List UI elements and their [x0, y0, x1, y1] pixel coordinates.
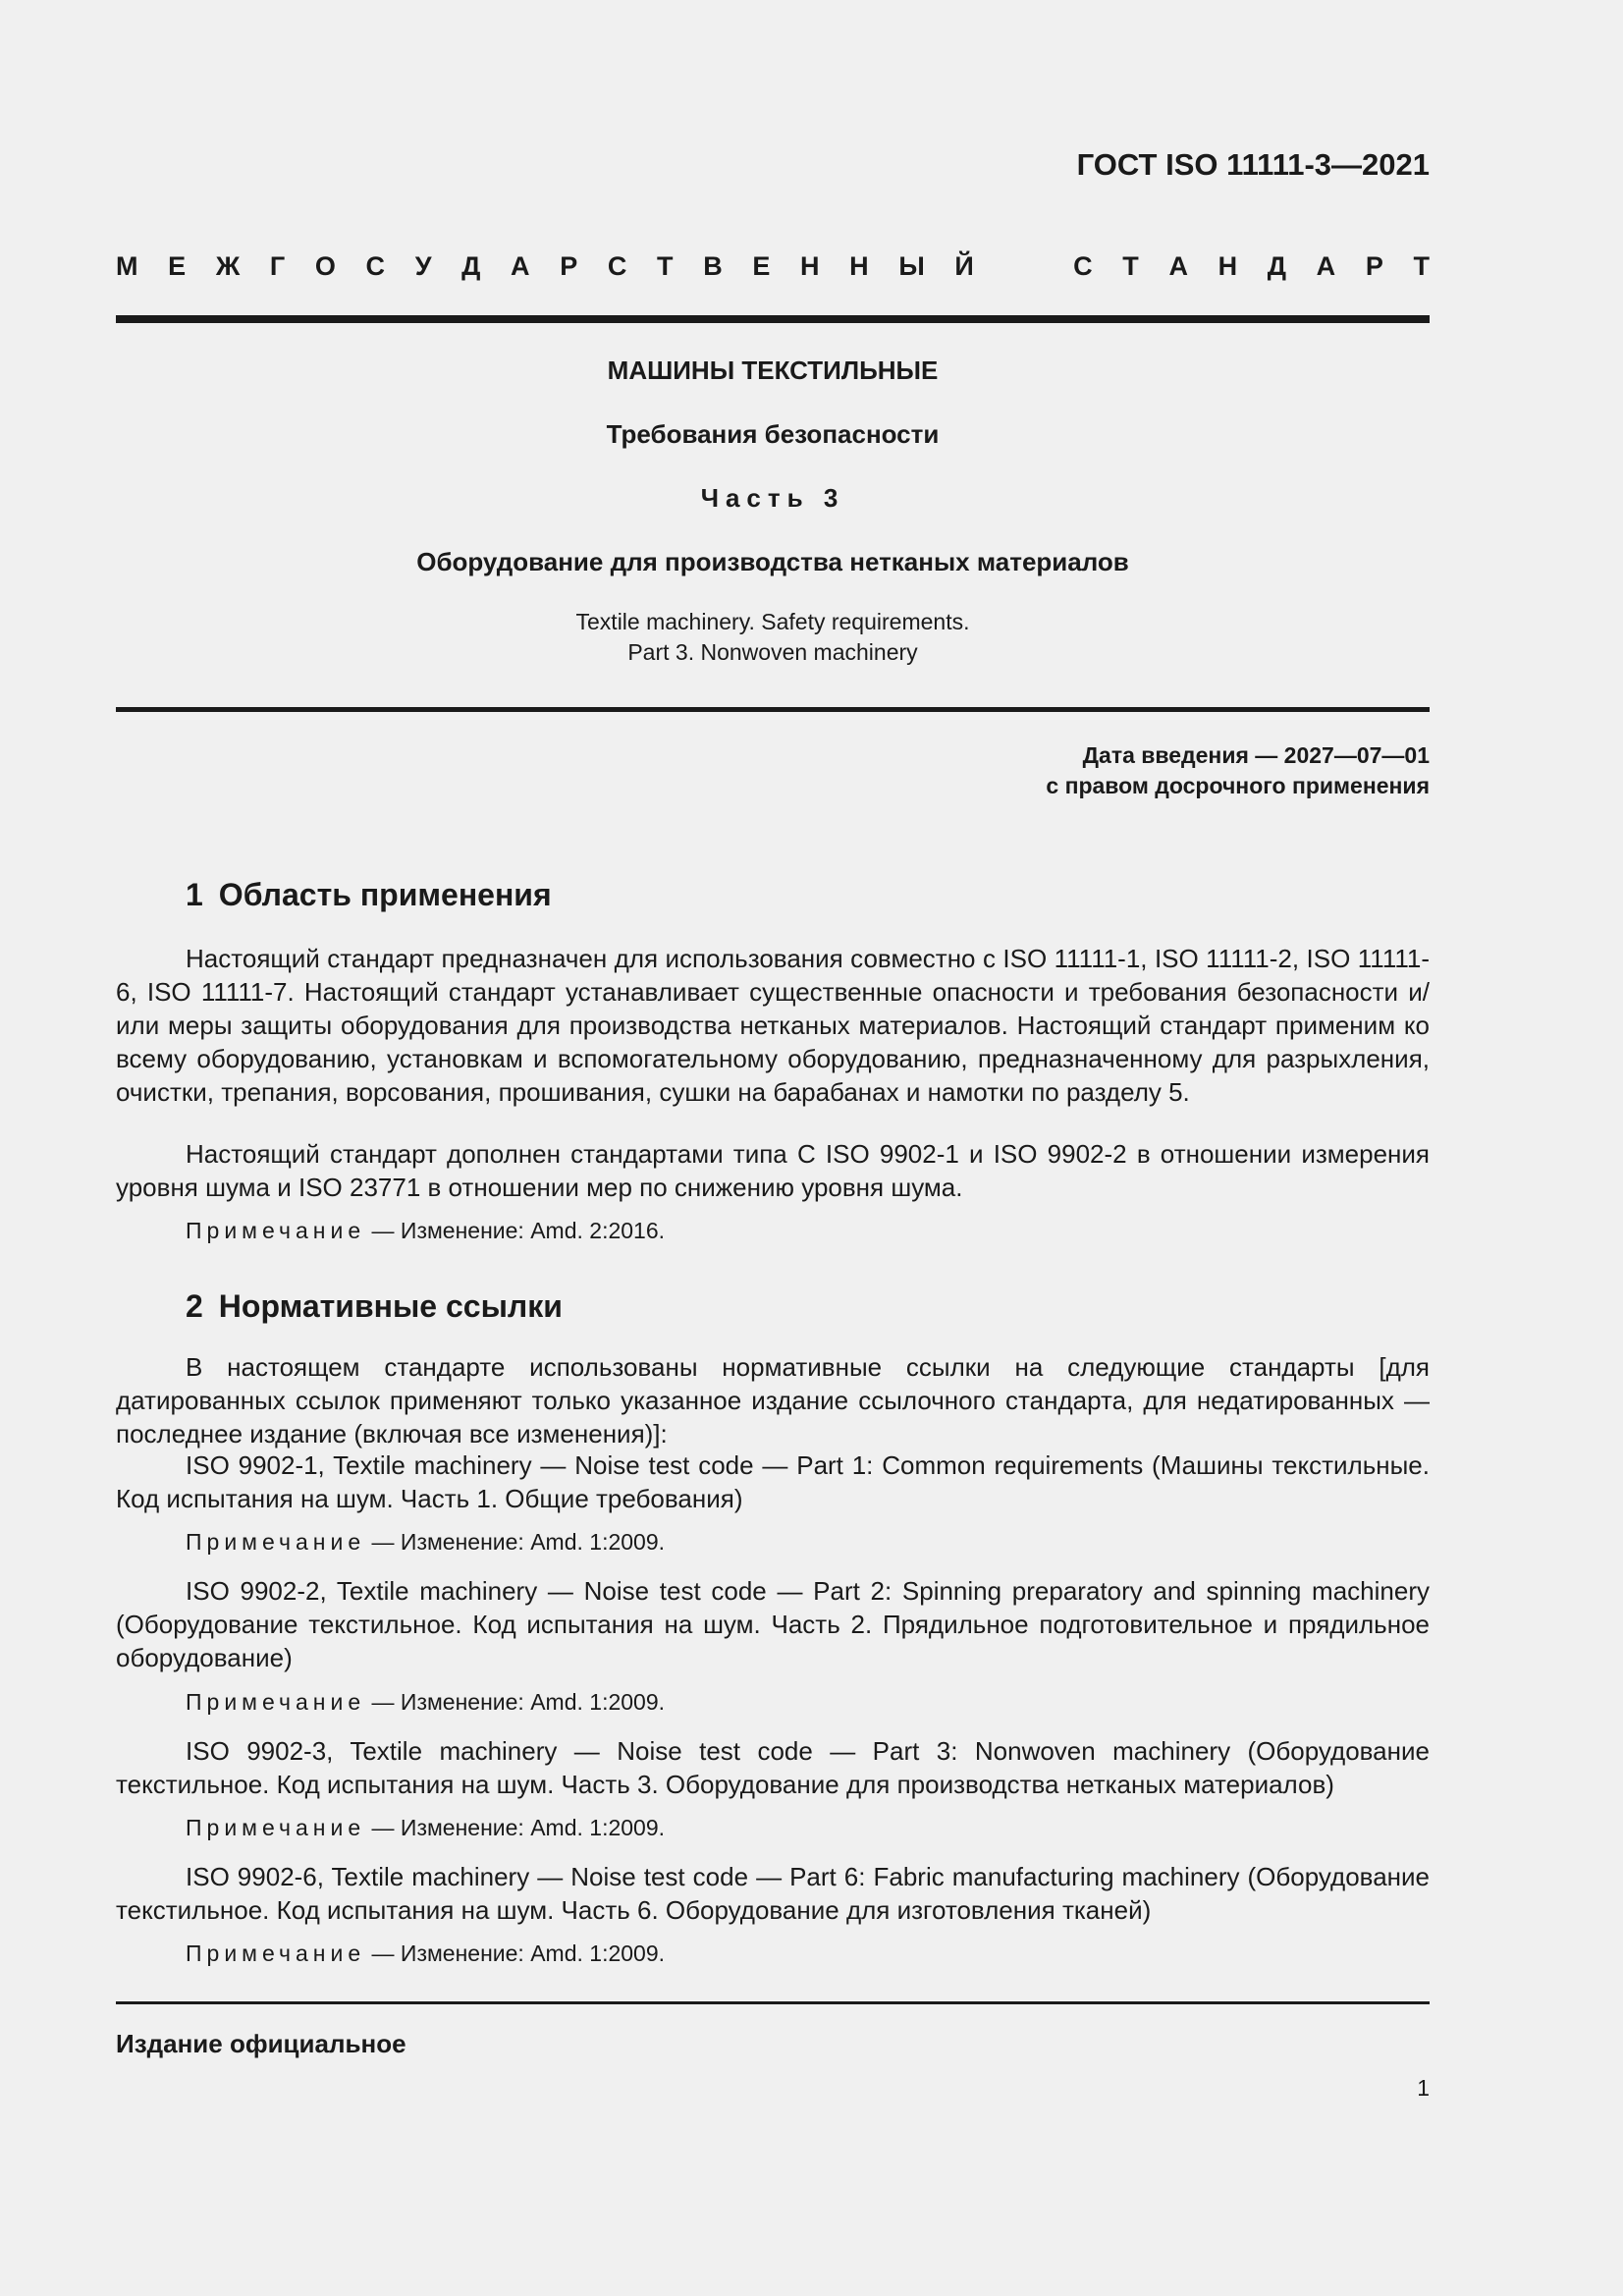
banner-letter: С [607, 251, 627, 281]
banner-letter: А [1316, 251, 1336, 281]
document-code: ГОСТ ISO 11111-3—2021 [1076, 147, 1430, 182]
banner-letter: А [1168, 251, 1188, 281]
title-part-name: Оборудование для производства нетканых материалов [416, 547, 1129, 576]
section-1-paragraph-2: Настоящий стандарт дополнен стандартами типа С ISO 9902-1 и ISO 9902-2 в отношении измерения уровня шума и ISO 23771 в отношении мер по снижению уровня шума. [116, 1139, 1430, 1202]
section-1-title: Область применения [218, 877, 552, 912]
title-rule [116, 707, 1430, 712]
banner-letter: Т [1413, 251, 1430, 281]
banner-letter: Г [269, 251, 286, 281]
reference-note [186, 1529, 665, 1556]
note-label: Примечание [186, 1529, 366, 1555]
banner-letter: Ж [215, 251, 241, 281]
reference-item: ISO 9902-3, Textile machinery — Noise test code — Part 3: Nonwoven machinery (Оборудование текстильное. Код испытания на шум. Часть 3. Оборудование для производства нетканых материалов) [116, 1736, 1430, 1799]
early-application: с правом досрочного применения [1046, 773, 1430, 798]
note-label: Примечание [186, 1941, 366, 1966]
banner-letter: Н [1217, 251, 1238, 281]
banner-letter: Н [849, 251, 869, 281]
section-2-intro: В настоящем стандарте использованы нормативные ссылки на следующие стандарты [для датированных ссылок применяют только указанное издание ссылочного стандарта, для недатированных — последнее издание (включая все изменения)]: [116, 1352, 1430, 1449]
section-1-note [186, 1218, 665, 1244]
note-label: Примечание [186, 1689, 366, 1715]
section-2-heading [186, 1288, 563, 1325]
reference-item: ISO 9902-2, Textile machinery — Noise test code — Part 2: Spinning preparatory and spinning machinery (Оборудование текстильное. Код испытания на шум. Часть 2. Прядильное подготовительное и прядильное оборудование) [116, 1576, 1430, 1672]
banner-letter: Р [560, 251, 578, 281]
banner-letter: В [703, 251, 723, 281]
reference-note [186, 1941, 665, 1967]
note-text: — Изменение: Amd. 1:2009. [365, 1529, 666, 1555]
banner-letter: М [116, 251, 138, 281]
note-text: — Изменение: Amd. 1:2009. [365, 1941, 666, 1966]
reference-note [186, 1689, 665, 1716]
title-english [116, 607, 1430, 668]
title-english-line-2: Part 3. Nonwoven machinery [627, 639, 918, 665]
note-label: Примечание [186, 1815, 366, 1840]
introduction-date: Дата введения — 2027—07—01 [1082, 742, 1430, 768]
interstate-standard-banner [116, 251, 1430, 282]
note-text: — Изменение: Amd. 1:2009. [365, 1689, 666, 1715]
page-number: 1 [1417, 2075, 1430, 2101]
title-sub: Требования безопасности [606, 419, 940, 449]
reference-note [186, 1815, 665, 1841]
banner-letter: Й [954, 251, 974, 281]
banner-letter: О [314, 251, 336, 281]
reference-item: ISO 9902-6, Textile machinery — Noise test code — Part 6: Fabric manufacturing machinery (Оборудование текстильное. Код испытания на шум. Часть 6. Оборудование для изготовления тканей) [116, 1862, 1430, 1925]
banner-letter: Н [800, 251, 820, 281]
banner-letter: Д [461, 251, 481, 281]
banner-letter: А [511, 251, 530, 281]
section-2-number: 2 [186, 1288, 203, 1324]
title-part: Часть 3 [700, 483, 845, 513]
reference-item: ISO 9902-1, Textile machinery — Noise test code — Part 1: Common requirements (Машины текстильные. Код испытания на шум. Часть 1. Общие требования) [116, 1450, 1430, 1513]
note-text: — Изменение: Amd. 1:2009. [365, 1815, 666, 1840]
banner-letter: Е [168, 251, 187, 281]
footer-rule [116, 2001, 1430, 2004]
banner-letter: Ы [898, 251, 925, 281]
official-edition: Издание официальное [116, 2029, 406, 2058]
title-english-line-1: Textile machinery. Safety requirements. [575, 609, 970, 634]
note-text: — Изменение: Amd. 2:2016. [365, 1218, 666, 1243]
date-block [1046, 740, 1430, 801]
section-1-paragraph-1: Настоящий стандарт предназначен для использования совместно с ISO 11111-1, ISO 11111-2, ISO 11111-6, ISO 11111-7. Настоящий стандарт устанавливает существенные опасности и требования безопасности и/или меры защиты оборудования для производства нетканых материалов. Настоящий стандарт применим ко всему оборудованию, установкам и вспомогательному оборудованию, предназначенному для разрыхления, очистки, трепания, ворсования, прошивания, сушки на барабанах и намотки по разделу 5. [116, 944, 1430, 1107]
banner-letter: С [365, 251, 386, 281]
banner-letter: Т [1122, 251, 1139, 281]
banner-letter: Е [752, 251, 771, 281]
banner-letter: Т [657, 251, 674, 281]
section-2-title: Нормативные ссылки [218, 1288, 563, 1324]
banner-letter: Р [1365, 251, 1383, 281]
banner-letter: Д [1267, 251, 1287, 281]
title-main: МАШИНЫ ТЕКСТИЛЬНЫЕ [607, 355, 939, 385]
banner-letter: С [1073, 251, 1093, 281]
banner-letter: У [414, 251, 432, 281]
header-rule [116, 315, 1430, 323]
note-label: Примечание [186, 1218, 366, 1243]
section-1-heading [186, 877, 552, 913]
section-1-number: 1 [186, 877, 203, 912]
